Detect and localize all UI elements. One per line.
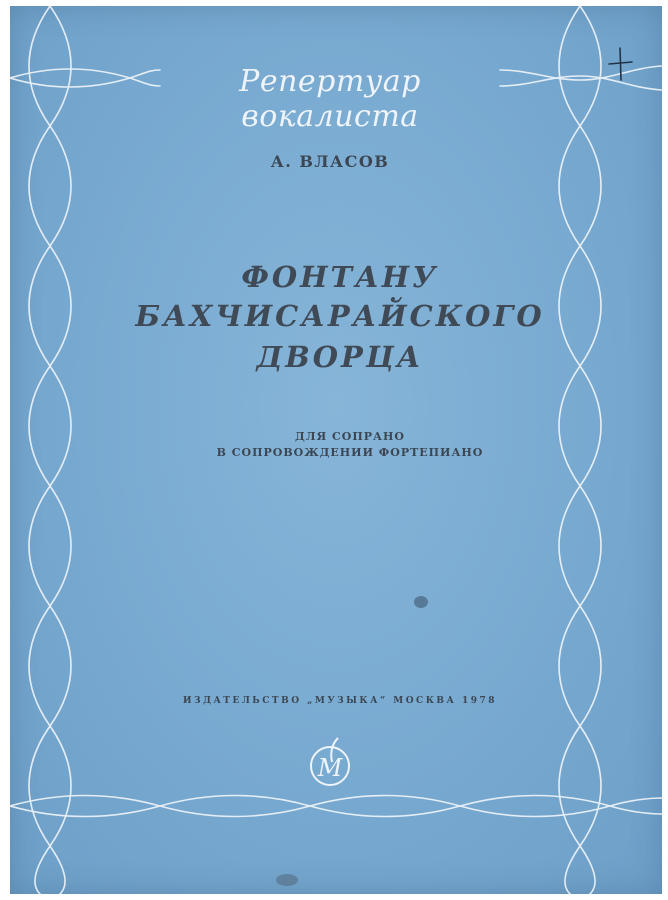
subtitle-line-2: В СОПРОВОЖДЕНИИ ФОРТЕПИАНО (216, 446, 484, 459)
book-cover (10, 6, 662, 894)
series-title: Репертуар вокалиста (239, 64, 421, 134)
logo-letter: М (317, 754, 343, 782)
publisher-imprint: ИЗДАТЕЛЬСТВО „МУЗЫКА“ МОСКВА 1978 (182, 696, 498, 706)
author-name: А. ВЛАСОВ (270, 152, 390, 171)
ink-stain (276, 874, 298, 886)
handwritten-mark (605, 44, 635, 84)
ink-stain (414, 596, 428, 608)
title-line-1: ФОНТАНУ (241, 260, 439, 294)
title-line-2: БАХЧИСАРАЙСКОГО (135, 299, 545, 333)
muzyka-logo-icon (302, 734, 358, 790)
subtitle-line-1: ДЛЯ СОПРАНО (295, 430, 405, 443)
title-line-3: ДВОРЦА (256, 340, 424, 374)
